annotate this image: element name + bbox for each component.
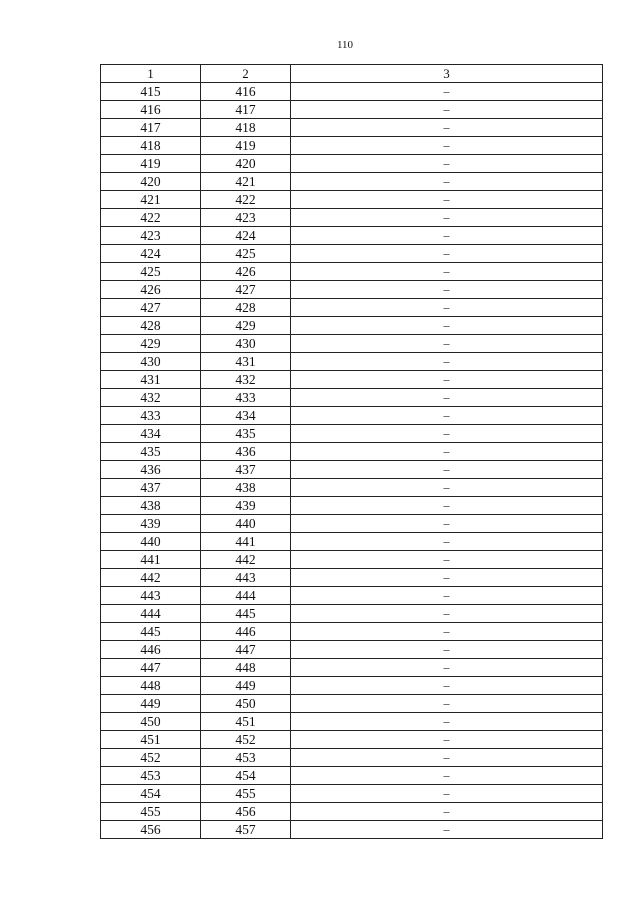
table-row [101,677,603,695]
table-row [101,335,603,353]
table-header-row [101,65,603,83]
table-cell-col-2: 441 [201,533,291,551]
table-row [101,407,603,425]
table-cell-col-3: – [291,173,603,191]
table-cell-col-1: 438 [101,497,201,515]
table-cell-col-3: – [291,263,603,281]
table-cell-col-2: 422 [201,191,291,209]
table-row [101,551,603,569]
table-cell-col-2: 421 [201,173,291,191]
table-cell-col-3: – [291,677,603,695]
table-cell-col-2: 456 [201,803,291,821]
table-row [101,425,603,443]
table-cell-col-1: 437 [101,479,201,497]
table-cell-col-2: 434 [201,407,291,425]
table-cell-col-3: – [291,767,603,785]
table-cell-col-3: – [291,641,603,659]
table-row [101,713,603,731]
table-cell-col-3: – [291,389,603,407]
table-cell-col-3: – [291,209,603,227]
table-cell-col-3: – [291,119,603,137]
table-row [101,641,603,659]
table-cell-col-2: 445 [201,605,291,623]
table-cell-col-2: 437 [201,461,291,479]
table-row [101,209,603,227]
data-table [100,64,603,839]
table-cell-col-3: – [291,749,603,767]
table-cell-col-2: 426 [201,263,291,281]
table-cell-col-2: 419 [201,137,291,155]
table-row [101,533,603,551]
table-cell-col-3: – [291,407,603,425]
table-cell-col-1: 446 [101,641,201,659]
table-cell-col-1: 449 [101,695,201,713]
table-row [101,389,603,407]
table-cell-col-2: 455 [201,785,291,803]
table-cell-col-2: 453 [201,749,291,767]
table-row [101,245,603,263]
table-row [101,371,603,389]
table-cell-col-3: – [291,569,603,587]
table-cell-col-2: 451 [201,713,291,731]
table-row [101,479,603,497]
table-cell-col-3: – [291,317,603,335]
table-row [101,83,603,101]
table-cell-col-1: 432 [101,389,201,407]
table-cell-col-1: 443 [101,587,201,605]
table-cell-col-3: – [291,713,603,731]
table-cell-col-2: 425 [201,245,291,263]
table-row [101,767,603,785]
table-row [101,191,603,209]
table-cell-col-3: – [291,551,603,569]
table-cell-col-1: 424 [101,245,201,263]
table-cell-col-1: 430 [101,353,201,371]
table-cell-col-3: – [291,443,603,461]
table-cell-col-2: 439 [201,497,291,515]
table-cell-col-1: 448 [101,677,201,695]
table-cell-col-3: – [291,515,603,533]
table-cell-col-1: 435 [101,443,201,461]
table-cell-col-1: 417 [101,119,201,137]
table-row [101,101,603,119]
table-cell-col-2: 427 [201,281,291,299]
table-cell-col-2: 436 [201,443,291,461]
table-cell-col-1: 444 [101,605,201,623]
table-cell-col-3: – [291,335,603,353]
table-cell-col-2: 431 [201,353,291,371]
table-cell-col-3: – [291,137,603,155]
table-cell-col-1: 439 [101,515,201,533]
table-cell-col-1: 418 [101,137,201,155]
table-cell-col-1: 423 [101,227,201,245]
table-cell-col-3: – [291,623,603,641]
table-cell-col-2: 438 [201,479,291,497]
table-cell-col-1: 420 [101,173,201,191]
table-cell-col-1: 453 [101,767,201,785]
table-row [101,821,603,839]
table-cell-col-2: 433 [201,389,291,407]
table-cell-col-1: 425 [101,263,201,281]
table-cell-col-3: – [291,245,603,263]
column-header-1: 1 [101,65,201,83]
table-cell-col-3: – [291,299,603,317]
table-cell-col-3: – [291,605,603,623]
table-cell-col-2: 420 [201,155,291,173]
table-cell-col-1: 431 [101,371,201,389]
table-cell-col-3: – [291,695,603,713]
table-cell-col-2: 448 [201,659,291,677]
table-body [101,83,603,839]
table-row [101,353,603,371]
table-cell-col-3: – [291,155,603,173]
table-cell-col-1: 455 [101,803,201,821]
table-row [101,173,603,191]
page-number: 110 [336,39,354,51]
table-cell-col-1: 447 [101,659,201,677]
table-cell-col-3: – [291,101,603,119]
table-row [101,155,603,173]
table-row [101,803,603,821]
table-row [101,461,603,479]
table-cell-col-2: 446 [201,623,291,641]
table-cell-col-2: 442 [201,551,291,569]
table-cell-col-2: 428 [201,299,291,317]
table-row [101,605,603,623]
table-cell-col-1: 450 [101,713,201,731]
table-cell-col-2: 440 [201,515,291,533]
table-row [101,263,603,281]
table-cell-col-3: – [291,785,603,803]
table-cell-col-3: – [291,731,603,749]
table-row [101,227,603,245]
table-cell-col-3: – [291,191,603,209]
table-cell-col-2: 443 [201,569,291,587]
table-row [101,497,603,515]
table-row [101,443,603,461]
table-cell-col-2: 424 [201,227,291,245]
table-cell-col-1: 456 [101,821,201,839]
table-cell-col-1: 442 [101,569,201,587]
table-cell-col-3: – [291,425,603,443]
table-row [101,137,603,155]
table-cell-col-2: 454 [201,767,291,785]
table-cell-col-1: 421 [101,191,201,209]
table-row [101,731,603,749]
table-cell-col-2: 432 [201,371,291,389]
table-cell-col-3: – [291,479,603,497]
table-cell-col-2: 429 [201,317,291,335]
table-cell-col-3: – [291,371,603,389]
table-row [101,515,603,533]
table-cell-col-2: 416 [201,83,291,101]
table-cell-col-1: 428 [101,317,201,335]
table-cell-col-2: 450 [201,695,291,713]
table-cell-col-1: 415 [101,83,201,101]
table-row [101,569,603,587]
table-cell-col-1: 441 [101,551,201,569]
table-cell-col-3: – [291,533,603,551]
table-cell-col-1: 454 [101,785,201,803]
table-cell-col-2: 447 [201,641,291,659]
table-cell-col-2: 418 [201,119,291,137]
table-cell-col-1: 445 [101,623,201,641]
table-header [101,65,603,83]
table-cell-col-1: 452 [101,749,201,767]
table-cell-col-3: – [291,587,603,605]
table-row [101,281,603,299]
column-header-3: 3 [291,65,603,83]
table-cell-col-3: – [291,281,603,299]
table-row [101,659,603,677]
table-cell-col-2: 430 [201,335,291,353]
table-cell-col-1: 434 [101,425,201,443]
table-cell-col-2: 435 [201,425,291,443]
table-cell-col-1: 451 [101,731,201,749]
table-cell-col-2: 449 [201,677,291,695]
table-cell-col-3: – [291,461,603,479]
table-cell-col-1: 436 [101,461,201,479]
table-cell-col-3: – [291,353,603,371]
table-cell-col-1: 440 [101,533,201,551]
table-row [101,785,603,803]
table-cell-col-3: – [291,659,603,677]
table-cell-col-2: 417 [201,101,291,119]
table-cell-col-1: 419 [101,155,201,173]
table-cell-col-3: – [291,83,603,101]
table-cell-col-1: 433 [101,407,201,425]
table-cell-col-1: 422 [101,209,201,227]
table-cell-col-3: – [291,497,603,515]
table-row [101,695,603,713]
table-cell-col-1: 426 [101,281,201,299]
table-row [101,119,603,137]
table-cell-col-2: 452 [201,731,291,749]
table-row [101,623,603,641]
table-row [101,317,603,335]
column-header-2: 2 [201,65,291,83]
table-row [101,299,603,317]
table-cell-col-3: – [291,821,603,839]
table-cell-col-3: – [291,227,603,245]
table-row [101,587,603,605]
table-cell-col-3: – [291,803,603,821]
table-cell-col-1: 427 [101,299,201,317]
table-cell-col-2: 457 [201,821,291,839]
table-cell-col-2: 444 [201,587,291,605]
table-cell-col-1: 429 [101,335,201,353]
table-cell-col-1: 416 [101,101,201,119]
table-row [101,749,603,767]
table-cell-col-2: 423 [201,209,291,227]
